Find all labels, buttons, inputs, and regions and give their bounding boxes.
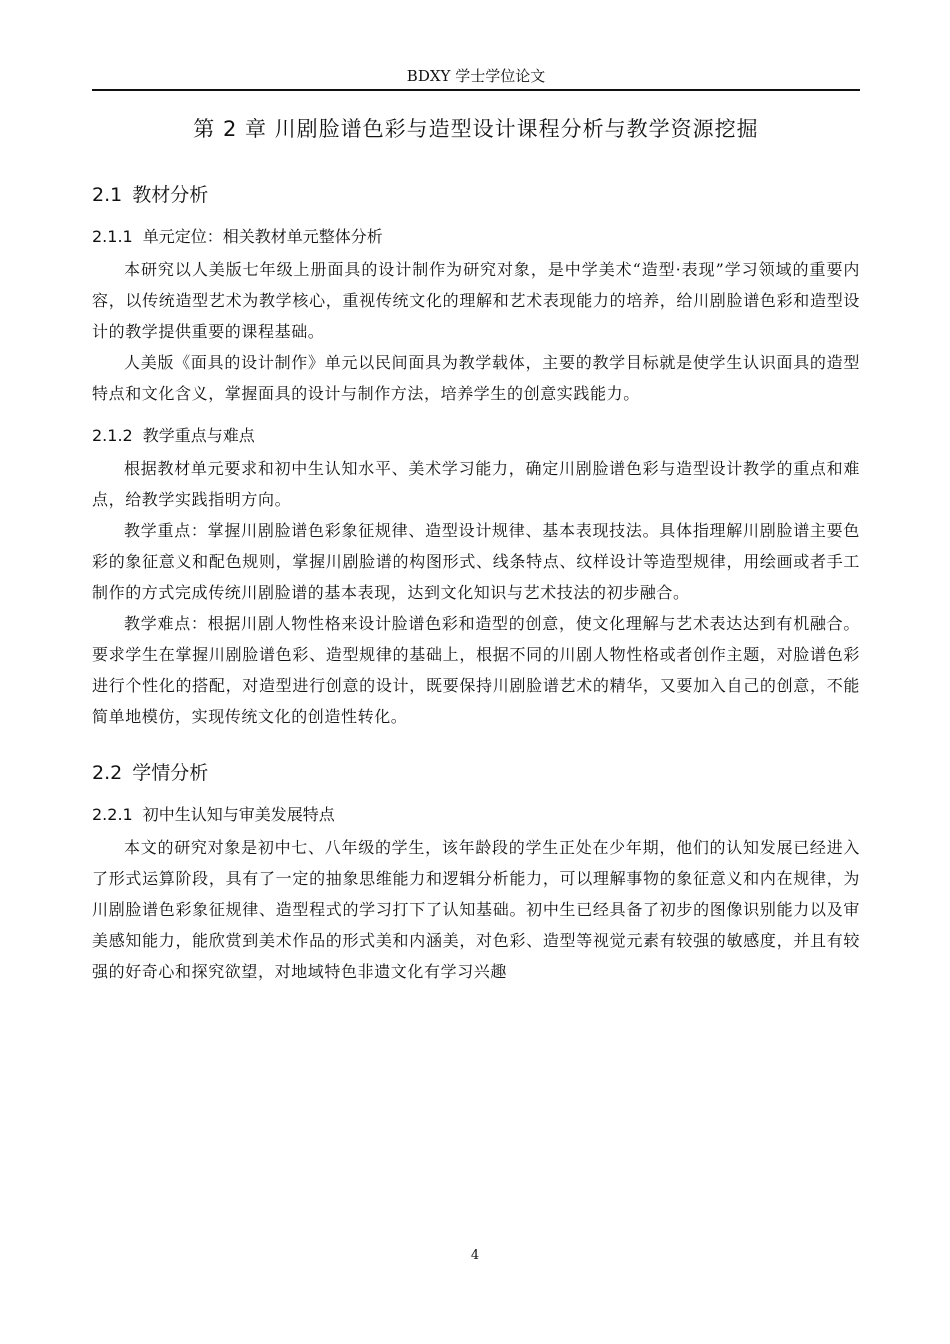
section-number: 2.1	[92, 184, 123, 206]
body-paragraph: 教学重点：掌握川剧脸谱色彩象征规律、造型设计规律、基本表现技法。具体指理解川剧脸谱主要色彩的象征意义和配色规则，掌握川剧脸谱的构图形式、线条特点、纹样设计等造型规律，用绘画或者手工制作的方式完成传统川剧脸谱的基本表现，达到文化知识与艺术技法的初步融合。	[92, 521, 860, 602]
subsection-heading-2-1-1	[92, 224, 860, 250]
subsection-title: 教学重点与难点	[142, 426, 255, 445]
running-header: BDXY 学士学位论文	[406, 67, 546, 85]
subsection-heading-2-1-2	[92, 423, 860, 449]
body-paragraph: 本文的研究对象是初中七、八年级的学生，该年龄段的学生正处在少年期，他们的认知发展已经进入了形式运算阶段，具有了一定的抽象思维能力和逻辑分析能力，可以理解事物的象征意义和内在规律，为川剧脸谱色彩象征规律、造型程式的学习打下了认知基础。初中生已经具备了初步的图像识别能力以及审美感知能力，能欣赏到美术作品的形式美和内涵美，对色彩、造型等视觉元素有较强的敏感度，并且有较强的好奇心和探究欲望，对地域特色非遗文化有学习兴趣	[92, 838, 860, 981]
section-title: 教材分析	[132, 184, 209, 206]
page-number: 4	[470, 1248, 480, 1263]
chapter-title: 第 2 章 川剧脸谱色彩与造型设计课程分析与教学资源挖掘	[193, 117, 759, 141]
body-paragraph: 教学难点：根据川剧人物性格来设计脸谱色彩和造型的创意，使文化理解与艺术表达达到有机融合。要求学生在掌握川剧脸谱色彩、造型规律的基础上，根据不同的川剧人物性格或者创作主题，对脸谱色彩进行个性化的搭配，对造型进行创意的设计，既要保持川剧脸谱艺术的精华，又要加入自己的创意，不能简单地模仿，实现传统文化的创造性转化。	[92, 614, 860, 726]
page-content	[92, 112, 860, 987]
section-title: 学情分析	[132, 762, 209, 784]
section-heading-2-2	[92, 758, 860, 788]
subsection-number: 2.1.2	[92, 426, 133, 445]
header-rule	[92, 89, 860, 91]
subsection-number: 2.2.1	[92, 805, 133, 824]
section-number: 2.2	[92, 762, 123, 784]
body-paragraph: 根据教材单元要求和初中生认知水平、美术学习能力，确定川剧脸谱色彩与造型设计教学的重点和难点，给教学实践指明方向。	[92, 459, 860, 509]
subsection-heading-2-2-1	[92, 802, 860, 828]
subsection-number: 2.1.1	[92, 227, 133, 246]
body-paragraph: 人美版《面具的设计制作》单元以民间面具为教学载体，主要的教学目标就是使学生认识面具的造型特点和文化含义，掌握面具的设计与制作方法，培养学生的创意实践能力。	[92, 353, 860, 403]
section-heading-2-1	[92, 180, 860, 210]
body-paragraph: 本研究以人美版七年级上册面具的设计制作为研究对象，是中学美术“造型·表现”学习领域的重要内容，以传统造型艺术为教学核心，重视传统文化的理解和艺术表现能力的培养，给川剧脸谱色彩和造型设计的教学提供重要的课程基础。	[92, 260, 860, 341]
subsection-title: 单元定位：相关教材单元整体分析	[142, 227, 383, 246]
subsection-title: 初中生认知与审美发展特点	[142, 805, 335, 824]
